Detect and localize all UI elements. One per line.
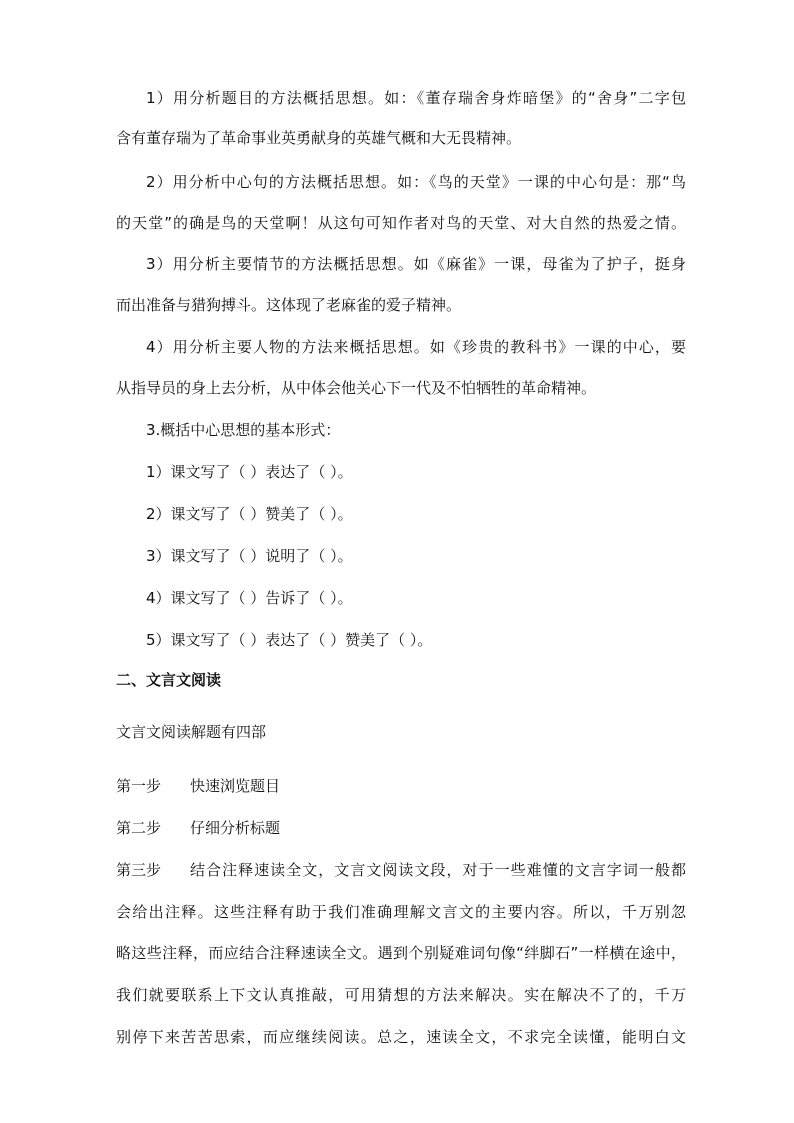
intro-line: 文言文阅读解题有四部 xyxy=(116,723,267,741)
section-subheading: 3.概括中心思想的基本形式： xyxy=(146,421,341,439)
form-template-line: 4）课文写了（ ）告诉了（ ）。 xyxy=(146,589,353,607)
paragraph-line: 4）用分析主要人物的方法来概括思想。如《珍贵的教科书》一课的中心，要 xyxy=(146,338,686,356)
paragraph-line: 而出准备与猎狗搏斗。这体现了老麻雀的爱子精神。 xyxy=(116,296,462,314)
step-row xyxy=(116,818,686,838)
step-label: 第三步 xyxy=(116,861,162,879)
form-template-line: 3）课文写了（ ）说明了（ ）。 xyxy=(146,547,353,565)
paragraph-line: 我们就要联系上下文认真推敲，可用猜想的方法来解决。实在解决不了的，千万 xyxy=(116,986,686,1004)
paragraph-line: 2）用分析中心句的方法概括思想。如：《鸟的天堂》一课的中心句是：那“鸟 xyxy=(146,173,686,191)
paragraph-line: 的天堂”的确是鸟的天堂啊！从这句可知作者对鸟的天堂、对大自然的热爱之情。 xyxy=(116,214,686,232)
step-text: 仔细分析标题 xyxy=(190,819,281,837)
step-text: 结合注释速读全文，文言文阅读文段，对于一些难懂的文言字词一般都 xyxy=(190,861,686,879)
form-template-line: 1）课文写了（ ）表达了（ ）。 xyxy=(146,463,353,481)
paragraph-line: 略这些注释，而应结合注释速读全文。遇到个别疑难词句像“绊脚石”一样横在途中， xyxy=(116,944,686,962)
paragraph-line: 含有董存瑞为了革命事业英勇献身的英雄气概和大无畏精神。 xyxy=(116,129,522,147)
step-row xyxy=(116,776,686,796)
paragraph-line: 会给出注释。这些注释有助于我们准确理解文言文的主要内容。所以，千万别忽 xyxy=(116,903,686,921)
step-text: 快速浏览题目 xyxy=(190,777,281,795)
paragraph-line: 1）用分析题目的方法概括思想。如：《董存瑞舍身炸暗堡》的“舍身”二字包 xyxy=(146,89,686,107)
step-label: 第二步 xyxy=(116,819,162,837)
step-row xyxy=(116,860,686,880)
paragraph-line: 从指导员的身上去分析，从中体会他关心下一代及不怕牺牲的革命精神。 xyxy=(116,379,597,397)
form-template-line: 2）课文写了（ ）赞美了（ ）。 xyxy=(146,505,353,523)
paragraph-line: 3）用分析主要情节的方法概括思想。如《麻雀》一课，母雀为了护子，挺身 xyxy=(146,255,686,273)
form-template-line: 5）课文写了（ ）表达了（ ）赞美了（ ）。 xyxy=(146,631,433,649)
section-heading: 二、文言文阅读 xyxy=(116,671,222,689)
step-label: 第一步 xyxy=(116,777,162,795)
paragraph-line: 别停下来苦苦思索，而应继续阅读。总之，速读全文，不求完全读懂，能明白文 xyxy=(116,1028,686,1046)
